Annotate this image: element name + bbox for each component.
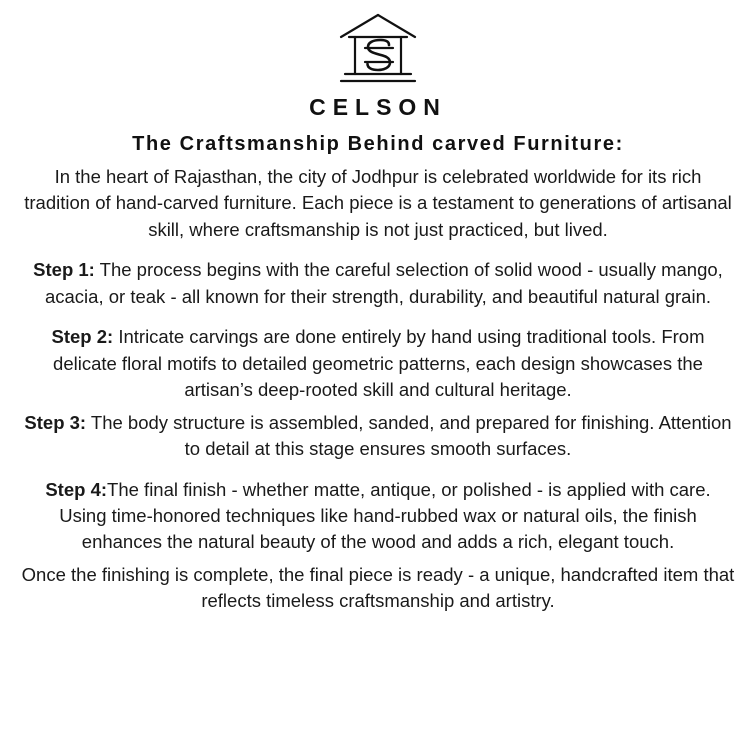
page-title: The Craftsmanship Behind carved Furniture: bbox=[132, 133, 624, 155]
intro-paragraph: In the heart of Rajasthan, the city of Jodhpur is celebrated worldwide for its rich tradition of hand-carved furniture. Each piece is a testament to generations of artisanal skill, where craftsmanship is not just practiced, but lived. bbox=[24, 166, 732, 240]
house-with-s-monogram-icon bbox=[335, 12, 421, 86]
step-text-3: The body structure is assembled, sanded, and prepared for finishing. Attention to detail at this stage ensures smooth surfaces. bbox=[86, 411, 732, 460]
step-label-3: Step 3: bbox=[24, 411, 87, 433]
step-text-2: Intricate carvings are done entirely by hand using traditional tools. From delicate floral motifs to detailed geometric patterns, each design showcases the artisan’s deep-rooted skill and cultural heritage. bbox=[53, 326, 705, 401]
step-paragraph-1 bbox=[20, 257, 736, 310]
step-paragraph-3 bbox=[20, 410, 736, 463]
step-paragraph-4 bbox=[20, 477, 736, 556]
closing-paragraph: Once the finishing is complete, the final piece is ready - a unique, handcrafted item that reflects timeless craftsmanship and artistry. bbox=[21, 563, 735, 612]
step-label-1: Step 1: bbox=[33, 259, 95, 281]
step-label-2: Step 2: bbox=[51, 326, 114, 348]
article-body bbox=[20, 164, 736, 615]
step-text-1: The process begins with the careful selection of solid wood - usually mango, acacia, or teak - all known for their strength, durability, and beautiful natural grain. bbox=[44, 259, 723, 307]
step-paragraph-2 bbox=[20, 324, 736, 403]
step-text-4: The final finish - whether matte, antique, or polished - is applied with care. Using time-honored techniques like hand-rubbed wax or natural oils, the finish enhances the natural beauty of the wood and adds a rich, elegant touch. bbox=[59, 478, 711, 553]
brand-logo bbox=[18, 12, 738, 86]
step-label-4: Step 4: bbox=[45, 478, 108, 500]
brand-name: CELSON bbox=[309, 94, 447, 120]
